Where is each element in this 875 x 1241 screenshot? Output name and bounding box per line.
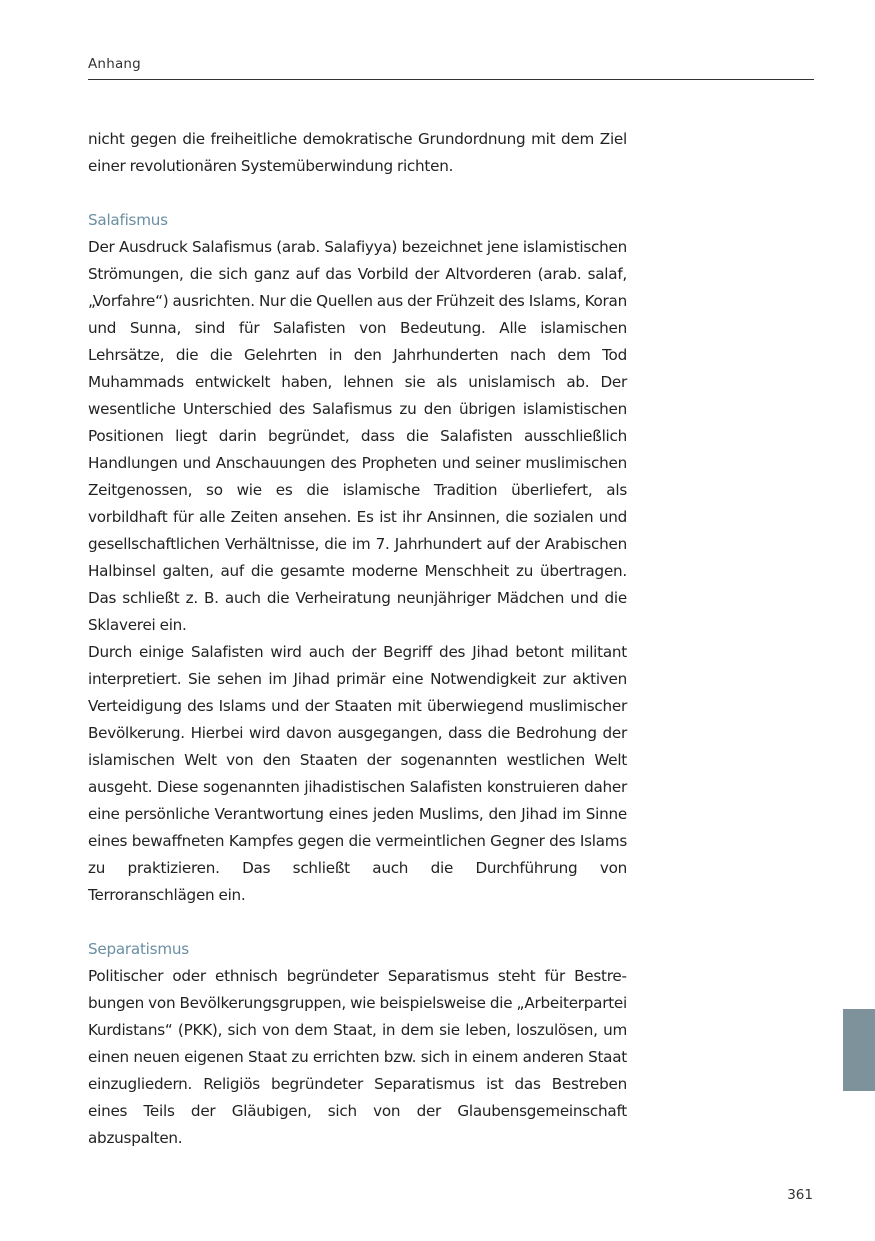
section-spacer xyxy=(88,909,627,936)
section-heading-separatismus: Separatismus xyxy=(88,940,189,958)
page-body xyxy=(88,126,627,1152)
chapter-thumb-tab xyxy=(843,1009,875,1091)
intro-continuation-paragraph: nicht gegen die freiheitliche demokratische Grundordnung mit dem Ziel einer revolutionären Systemüberwindung richten. xyxy=(88,130,627,175)
header-divider xyxy=(88,79,814,80)
section-spacer xyxy=(88,180,627,207)
salafismus-paragraph-2: Durch einige Salafisten wird auch der Begriff des Jihad betont militant interpretiert. Sie sehen im Jihad primär eine Notwendigkeit zur aktiven Verteidigung des Islams und der Staaten mit überwiegend muslimischer Bevölkerung. Hierbei wird davon ausgegangen, dass die Bedrohung der islamischen Welt von den Staaten der sogenannten westlichen Welt ausgeht. Diese sogenannten jihadistischen Salafisten konstruieren daher eine persönliche Verantwortung eines jeden Muslims, den Jihad im Sinne eines bewaffneten Kampfes gegen die vermeintlichen Gegner des Islams zu praktizieren. Das schließt auch die Durchführung von Terroranschlägen ein. xyxy=(88,643,627,904)
separatismus-paragraph-1: Politischer oder ethnisch begründeter Separatismus steht für Bestrebungen von Bevölkerungsgruppen, wie beispielsweise die „Arbeiterpartei Kurdistans“ (PKK), sich von dem Staat, in dem sie leben, loszulösen, um einen neuen eigenen Staat zu errichten bzw. sich in einem anderen Staat einzugliedern. Religiös begründeter Separatismus ist das Bestreben eines Teils der Gläubigen, sich von der Glaubensgemeinschaft abzuspalten. xyxy=(88,967,627,1147)
page-number: 361 xyxy=(787,1187,813,1203)
salafismus-paragraph-1: Der Ausdruck Salafismus (arab. Salafiyya) bezeichnet jene islamistischen Strömungen, die sich ganz auf das Vorbild der Altvorderen (arab. salaf, „Vorfahre“) ausrichten. Nur die Quellen aus der Frühzeit des Islams, Koran und Sunna, sind für Salafisten von Bedeutung. Alle islamischen Lehrsätze, die die Gelehrten in den Jahrhunderten nach dem Tod Muhammads entwickelt haben, lehnen sie als unislamisch ab. Der wesentliche Unterschied des Salafismus zu den übrigen islamistischen Positionen liegt darin begründet, dass die Salafisten ausschließlich Handlungen und Anschauungen des Propheten und seiner muslimischen Zeitgenossen, so wie es die islamische Tradition überliefert, als vorbildhaft für alle Zeiten ansehen. Es ist ihr Ansinnen, die sozialen und gesellschaftlichen Verhältnisse, die im 7. Jahrhundert auf der Arabischen Halbinsel galten, auf die gesamte moderne Menschheit zu übertragen. Das schließt z. B. auch die Verheiratung neunjähriger Mädchen und die Sklaverei ein. xyxy=(88,238,627,634)
running-header-title: Anhang xyxy=(88,56,141,72)
section-heading-salafismus: Salafismus xyxy=(88,211,168,229)
